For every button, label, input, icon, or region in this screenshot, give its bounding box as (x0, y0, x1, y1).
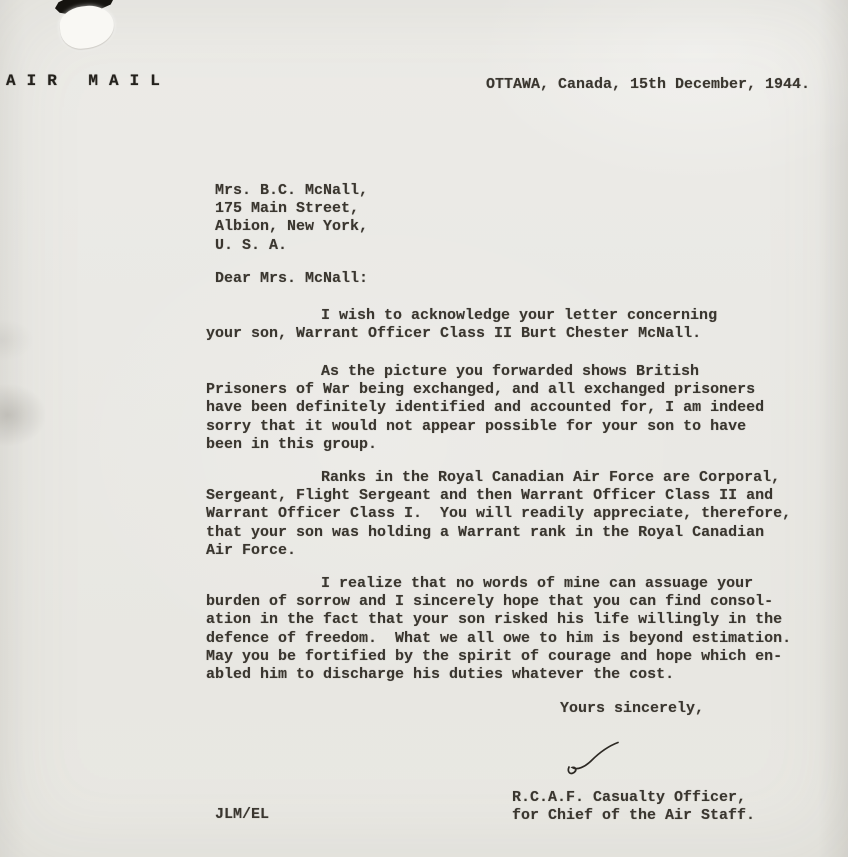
text-line: May you be fortified by the spirit of courage and hope which en- (206, 647, 783, 665)
text-line: your son, Warrant Officer Class II Burt Chester McNall. (206, 325, 702, 343)
typist-initials: JLM/EL (215, 806, 270, 823)
text-line: U. S. A. (215, 236, 288, 254)
text-line: Air Force. (206, 541, 297, 559)
body-paragraph-2 (206, 363, 826, 454)
text-line: I realize that no words of mine can assuage your (321, 575, 754, 592)
text-line: 175 Main Street, (215, 200, 360, 218)
text-line: R.C.A.F. Casualty Officer, (512, 789, 747, 806)
text-line: for Chief of the Air Staff. (512, 807, 756, 825)
text-line: Albion, New York, (215, 218, 369, 236)
text-line: defence of freedom. What we all owe to him is beyond estimation. (206, 629, 792, 647)
text-line: been in this group. (206, 435, 378, 453)
salutation: Dear Mrs. McNall: (215, 270, 369, 287)
text-line: I wish to acknowledge your letter concerning (321, 307, 718, 324)
dateline: OTTAWA, Canada, 15th December, 1944. (486, 76, 811, 93)
signature-flourish (560, 741, 624, 784)
airmail-stamp: AIR MAIL (6, 72, 171, 90)
body-paragraph-1 (206, 307, 826, 343)
text-line: Sergeant, Flight Sergeant and then Warrant Officer Class II and (206, 487, 774, 505)
recipient-address (215, 182, 368, 255)
text-line: Warrant Officer Class I. You will readily appreciate, therefore, (206, 505, 792, 523)
text-line: Mrs. B.C. McNall, (215, 182, 369, 199)
text-line: ation in the fact that your son risked his life willingly in the (206, 611, 783, 629)
text-line: Ranks in the Royal Canadian Air Force are Corporal, (321, 469, 781, 486)
signature-flourish-icon (560, 741, 624, 779)
text-line: As the picture you forwarded shows British (321, 363, 700, 380)
signature-block (512, 789, 755, 825)
body-paragraph-3 (206, 469, 826, 560)
text-line: have been definitely identified and accounted for, I am indeed (206, 399, 765, 417)
body-paragraph-4 (206, 575, 826, 684)
text-line: burden of sorrow and I sincerely hope that you can find consol- (206, 593, 774, 611)
closing-valediction: Yours sincerely, (560, 700, 705, 717)
text-line: Prisoners of War being exchanged, and all exchanged prisoners (206, 381, 756, 399)
text-line: abled him to discharge his duties whatever the cost. (206, 666, 675, 684)
text-line: that your son was holding a Warrant rank in the Royal Canadian (206, 523, 765, 541)
text-line: sorry that it would not appear possible for your son to have (206, 417, 747, 435)
